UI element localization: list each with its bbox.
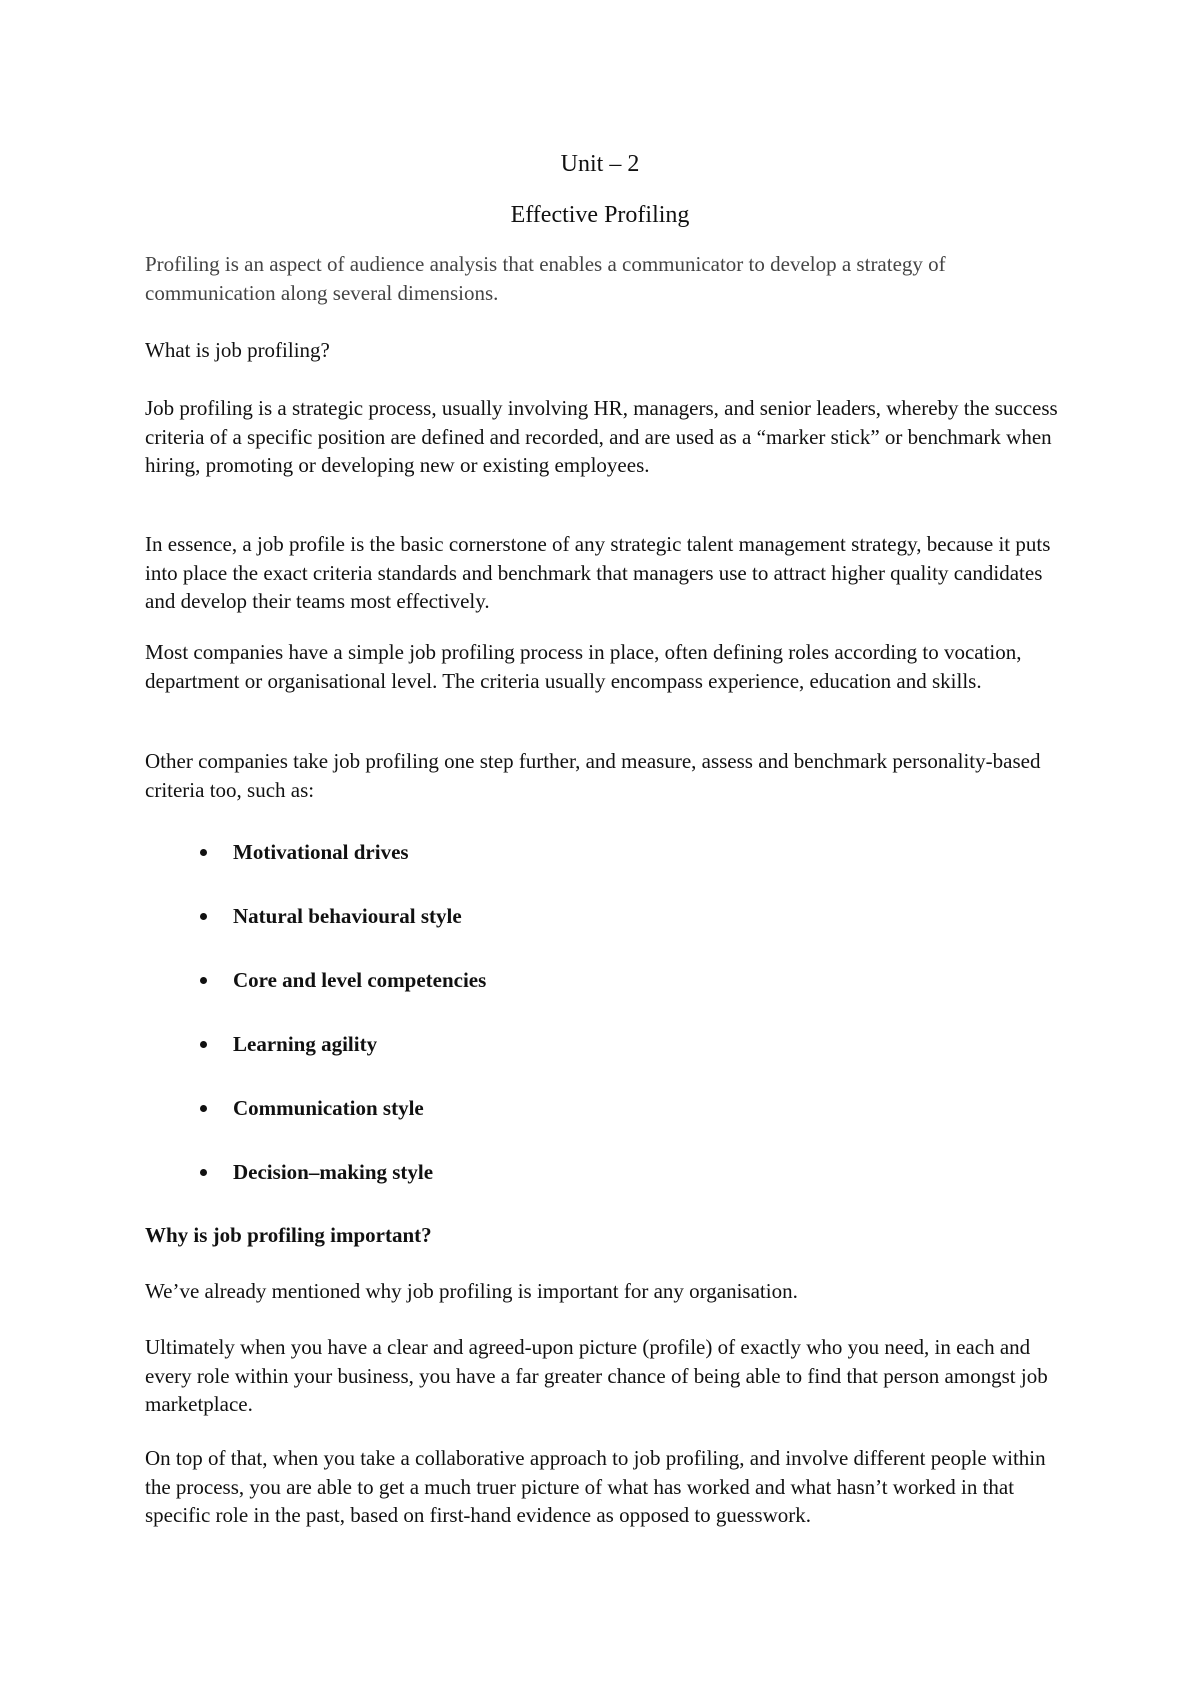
- paragraph-essence: In essence, a job profile is the basic cornerstone of any strategic talent management strategy, because it puts into place the exact criteria standards and benchmark that managers use to attract higher quality candidates and develop their teams most effectively.: [145, 532, 1051, 613]
- bullet-dot-icon: [200, 1041, 207, 1048]
- bullet-text: Decision–making style: [233, 1160, 434, 1184]
- question-what-is-job-profiling: What is job profiling?: [145, 338, 330, 362]
- paragraph-ultimately: Ultimately when you have a clear and agreed-upon picture (profile) of exactly who you need, in each and every role within your business, you have a far greater chance of being able to find that person amongst job marketplace.: [145, 1335, 1048, 1416]
- bullet-text: Core and level competencies: [233, 968, 487, 992]
- unit-heading: Unit – 2: [560, 151, 640, 177]
- paragraph-definition: Job profiling is a strategic process, usually involving HR, managers, and senior leaders, whereby the success criteria of a specific position are defined and recorded, and are used as a “marker stick” or benchmark when hiring, promoting or developing new or existing employees.: [145, 396, 1058, 477]
- question-why-important: Why is job profiling important?: [145, 1223, 432, 1247]
- intro-paragraph: Profiling is an aspect of audience analysis that enables a communicator to develop a strategy of communication along several dimensions.: [145, 252, 946, 305]
- bullet-dot-icon: [200, 849, 207, 856]
- bullet-item: [233, 838, 409, 866]
- paragraph-most-companies: Most companies have a simple job profiling process in place, often defining roles according to vocation, department or organisational level. The criteria usually encompass experience, education and skills.: [145, 640, 1022, 693]
- bullet-dot-icon: [200, 1105, 207, 1112]
- bullet-item: [233, 1158, 433, 1186]
- bullet-dot-icon: [200, 977, 207, 984]
- bullet-dot-icon: [200, 913, 207, 920]
- paragraph-other-companies: Other companies take job profiling one step further, and measure, assess and benchmark personality-based criteria too, such as:: [145, 749, 1041, 802]
- paragraph-on-top-of-that: On top of that, when you take a collaborative approach to job profiling, and involve different people within the process, you are able to get a much truer picture of what has worked and what hasn’t worked in that specific role in the past, based on first-hand evidence as opposed to guesswork.: [145, 1446, 1046, 1527]
- paragraph-already-mentioned: We’ve already mentioned why job profiling is important for any organisation.: [145, 1279, 798, 1303]
- bullet-text: Motivational drives: [233, 840, 409, 864]
- bullet-item: [233, 1030, 377, 1058]
- bullet-item: [233, 966, 486, 994]
- page-title: Effective Profiling: [510, 202, 690, 228]
- bullet-item: [233, 1094, 424, 1122]
- bullet-item: [233, 902, 462, 930]
- bullet-text: Natural behavioural style: [233, 904, 462, 928]
- bullet-dot-icon: [200, 1169, 207, 1176]
- bullet-text: Learning agility: [233, 1032, 378, 1056]
- bullet-text: Communication style: [233, 1096, 424, 1120]
